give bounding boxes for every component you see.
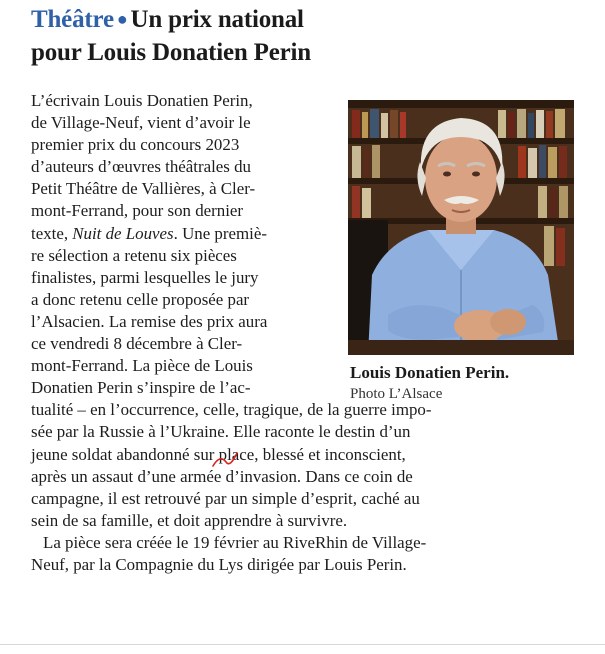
body-line: Donatien Perin s’inspire de l’ac- [31, 378, 251, 398]
clipping-bottom-border [0, 644, 605, 645]
body-line: mont-Ferrand. La pièce de Louis [31, 356, 253, 376]
body-line: Neuf, par la Compagnie du Lys dirigée par Louis Perin. [31, 554, 407, 574]
body-line: re sélection a retenu six pièces [31, 245, 237, 265]
red-pen-mark-icon [210, 450, 240, 472]
body-line: sein de sa famille, et doit apprendre à survivre. [31, 510, 348, 530]
body-line: finalistes, parmi lesquelles le jury [31, 267, 259, 287]
headline-text-1: Un prix national [130, 6, 304, 33]
play-title: Nuit de Louves [72, 223, 174, 243]
caption-name: Louis Donatien Perin. [350, 363, 510, 382]
body-line: sée par la Russie à l’Ukraine. Elle raconte le destin d’un [31, 422, 411, 442]
headline-line-2: pour Louis Donatien Perin [31, 39, 311, 66]
body-line [31, 223, 601, 245]
body-line: d’auteurs d’œuvres théâtrales du [31, 157, 251, 177]
section-kicker: Théâtre [31, 6, 114, 33]
body-line: après un assaut d’une armée d’invasion. Dans ce coin de [31, 466, 413, 486]
body-line: tualité – en l’occurrence, celle, tragique, de la guerre impo- [31, 400, 432, 420]
body-line: campagne, il est retrouvé par un simple d’esprit, caché au [31, 488, 420, 508]
body-line: ce vendredi 8 décembre à Cler- [31, 334, 243, 354]
article-body [31, 90, 601, 576]
body-line: mont-Ferrand, pour son dernier [31, 201, 244, 221]
body-line: de Village-Neuf, vient d’avoir le [31, 113, 251, 133]
headline-line-1 [31, 4, 591, 37]
caption-credit: Photo L’Alsace [350, 386, 443, 402]
body-line: premier prix du concours 2023 [31, 135, 240, 155]
body-line: a donc retenu celle proposée par [31, 289, 250, 309]
body-line: L’écrivain Louis Donatien Perin, [31, 91, 253, 110]
body-line: l’Alsacien. La remise des prix aura [31, 311, 268, 331]
body-line: jeune soldat abandonné sur place, blessé et inconscient, [31, 444, 406, 464]
body-line: Petit Théâtre de Vallières, à Cler- [31, 179, 256, 199]
body-text-segment: texte, [31, 223, 73, 243]
kicker-bullet-icon: ● [116, 9, 128, 29]
article-headline [31, 4, 591, 69]
body-line: La pièce sera créée le 19 février au RiveRhin de Village- [43, 532, 427, 552]
body-text-segment: . Une premiè- [173, 223, 267, 243]
